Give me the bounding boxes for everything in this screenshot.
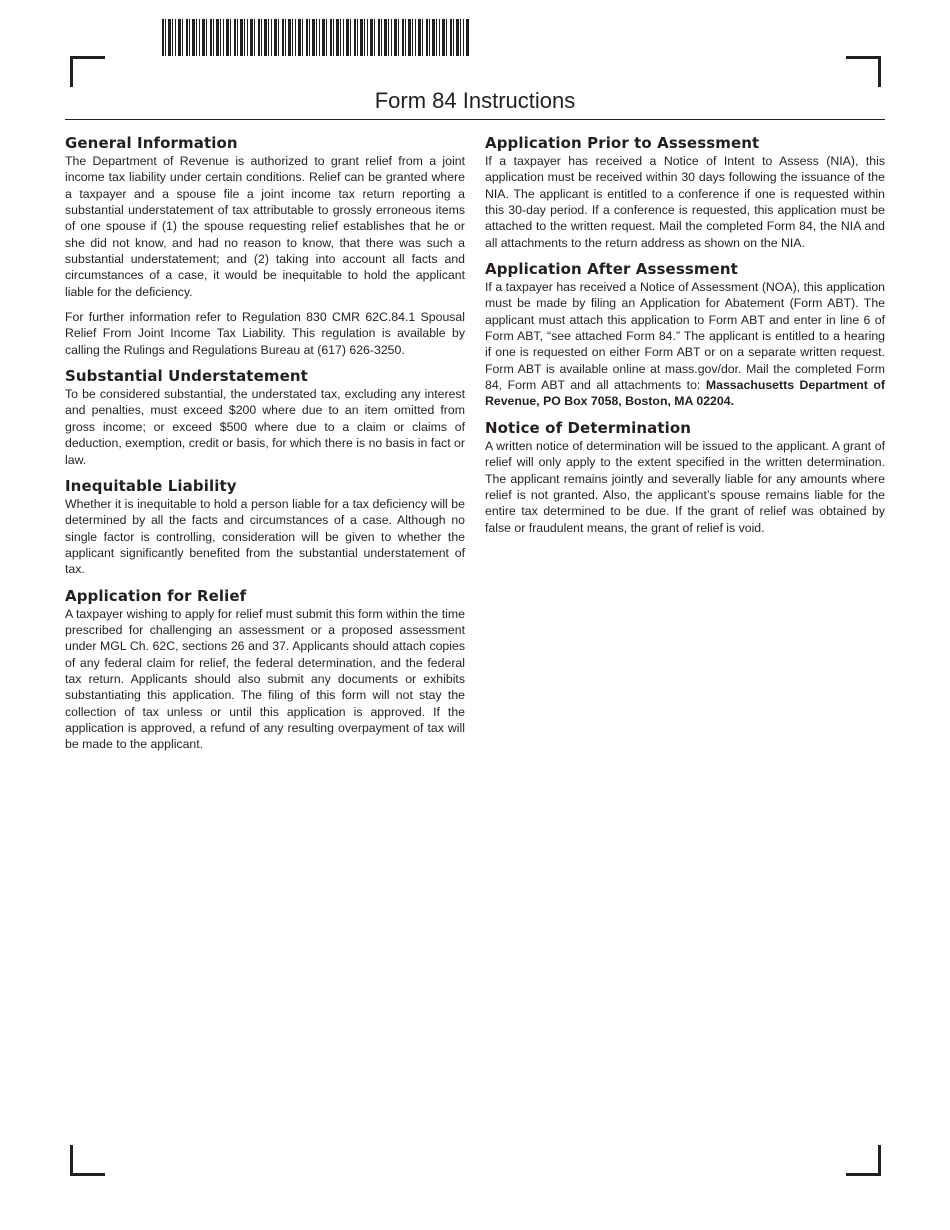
paragraph [485, 279, 885, 410]
section-heading: Notice of Determination [485, 418, 692, 437]
left-column [65, 134, 465, 762]
paragraph-text: If a taxpayer has received a Notice of Assessment (NOA), this application must be made by filing an Application for Abatement (Form ABT). The applicant must attach this application to Form ABT and enter in line 6 of Form ABT, “see attached Form 84.” The applicant is entitled to a hearing if one is requested on either Form ABT or on a separate written request. Form ABT is available online at mass.gov/dor. Mail the completed Form 84, Form ABT and all attachments to: [485, 280, 885, 393]
mailing-address: Massachusetts Department of Revenue, PO Box 7058, Boston, MA 02204. [485, 378, 886, 409]
paragraph: For further information refer to Regulation 830 CMR 62C.84.1 Spousal Relief From Joint Income Tax Liability. This regulation is available by calling the Rulings and Regulations Bureau at (617) 626-3250. [65, 310, 465, 357]
section-application-after-assessment [485, 260, 885, 410]
section-application-prior-to-assessment [485, 134, 885, 251]
crop-mark-bottom-left [70, 1145, 105, 1176]
paragraph: Whether it is inequitable to hold a person liable for a tax deficiency will be determined by all the facts and circumstances of a case. Although no single factor is controlling, consideration will be given to whether the applicant significantly benefited from the substantial understatement of tax. [65, 496, 465, 577]
section-heading: Substantial Understatement [65, 367, 308, 386]
crop-mark-top-right [846, 56, 881, 87]
barcode [162, 19, 469, 56]
section-heading: Application After Assessment [485, 260, 738, 279]
section-heading: General Information [65, 134, 238, 152]
section-heading: Inequitable Liability [65, 476, 237, 495]
paragraph: A written notice of determination will be issued to the applicant. A grant of relief will only apply to the extent specified in the written determination. The applicant remains jointly and severally liable for any amounts where relief is not granted. Also, the applicant’s spouse remains liable for the entire tax determined to be due. If the grant of relief was obtained by false or fraudulent means, the grant of relief is void. [485, 438, 885, 535]
section-notice-of-determination [485, 419, 885, 536]
section-application-for-relief [65, 587, 465, 753]
crop-mark-top-left [70, 56, 105, 87]
paragraph: A taxpayer wishing to apply for relief must submit this form within the time prescribed for challenging an assessment or a proposed assessment under MGL Ch. 62C, sections 26 and 37. Applicants should attach copies of any federal claim for relief, the federal determination, and the federal tax return. Applicants should also submit any documents or exhibits substantiating this application. The filing of this form will not stay the collection of tax unless or until this application is approved. If the application is approved, a refund of any resulting overpayment of tax will be made to the applicant. [65, 606, 465, 752]
section-heading: Application for Relief [65, 586, 247, 605]
section-general-information [65, 134, 465, 358]
paragraph: To be considered substantial, the understated tax, excluding any interest and penalties, must exceed $200 where due to an item omitted from gross income; or exceed $500 where due to a claim or claims of deduction, exemption, credit or basis, for which there is no basis in fact or law. [65, 387, 465, 467]
crop-mark-bottom-right [846, 1145, 881, 1176]
paragraph: The Department of Revenue is authorized to grant relief from a joint income tax liability under certain conditions. Relief can be granted where a taxpayer and a spouse file a joint income tax return reporting a substantial understatement of tax attributable to grossly erroneous items of one spouse if (1) the spouse requesting relief establishes that he or she did not know, and had no reason to know, that there was such a substantial understatement; and (2) taking into account all facts and circumstances of a case, it would be inequitable to hold the applicant liable for the deficiency. [65, 154, 465, 299]
section-inequitable-liability [65, 477, 465, 578]
right-column [485, 134, 885, 545]
section-heading: Application Prior to Assessment [485, 134, 760, 152]
paragraph: If a taxpayer has received a Notice of Intent to Assess (NIA), this application must be received within 30 days following the issuance of the NIA. The applicant is entitled to a conference if one is requested within this 30-day period. If a conference is requested, this application must be attached to the written request. Mail the completed Form 84, the NIA and all attachments to the return address as shown on the NIA. [485, 154, 885, 250]
section-substantial-understatement [65, 367, 465, 468]
title-divider [65, 119, 885, 120]
page-title: Form 84 Instructions [374, 88, 576, 113]
